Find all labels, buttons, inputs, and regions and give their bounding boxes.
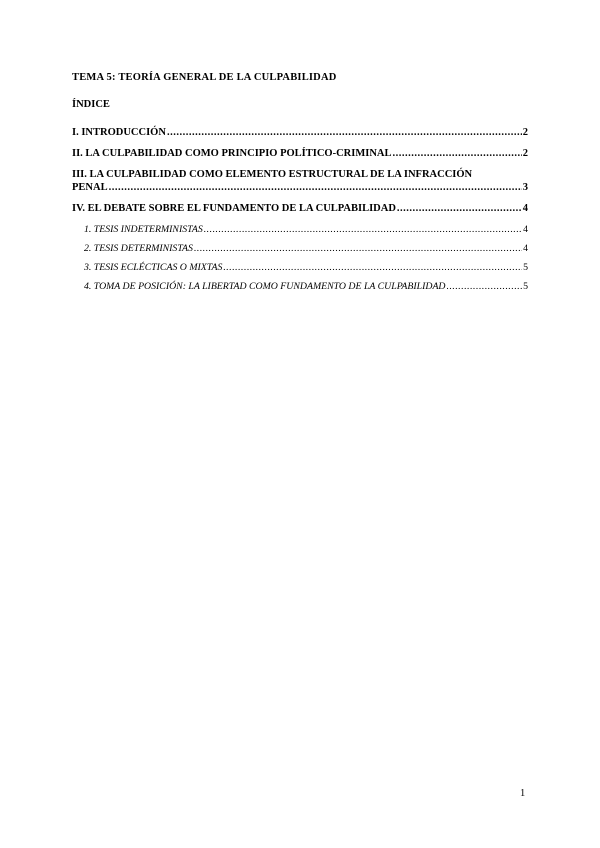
- page-number: 1: [520, 788, 526, 799]
- toc-leader-dots: [447, 280, 523, 293]
- toc-entry-label: III. LA CULPABILIDAD COMO ELEMENTO ESTRUCTURAL DE LA INFRACCIÓN: [72, 169, 473, 180]
- toc-leader-dots: [109, 181, 522, 194]
- toc-subentry-label: 3. TESIS ECLÉCTICAS O MIXTAS: [84, 262, 223, 273]
- toc-entry-debate-fundamento[interactable]: [72, 202, 528, 215]
- toc-page-number: 2: [522, 127, 528, 138]
- toc-subentry-eclecticas[interactable]: [72, 261, 528, 274]
- toc-entry-label-continued: [72, 181, 528, 194]
- toc-subentry-label: 1. TESIS INDETERMINISTAS: [84, 224, 203, 235]
- toc-leader-dots: [167, 126, 522, 139]
- toc-entry-introduccion[interactable]: [72, 126, 528, 139]
- toc-subentry-deterministas[interactable]: [72, 242, 528, 255]
- toc-entry-label: IV. EL DEBATE SOBRE EL FUNDAMENTO DE LA CULPABILIDAD: [72, 203, 396, 214]
- toc-page-number: 4: [522, 203, 528, 214]
- toc-entry-label: I. INTRODUCCIÓN: [72, 127, 166, 138]
- toc-subentry-toma-de-posicion[interactable]: [72, 280, 528, 293]
- toc-subentry-indeterministas[interactable]: [72, 223, 528, 236]
- toc-entry-label: PENAL: [72, 182, 108, 193]
- toc-leader-dots: [204, 223, 522, 236]
- toc-subentry-label: 2. TESIS DETERMINISTAS: [84, 243, 193, 254]
- toc-leader-dots: [397, 202, 522, 215]
- toc-leader-dots: [223, 261, 522, 274]
- toc-entry-elemento-estructural[interactable]: [72, 168, 528, 194]
- toc-page-number: 5: [523, 262, 528, 273]
- table-of-contents: [72, 126, 528, 299]
- toc-entry-label: II. LA CULPABILIDAD COMO PRINCIPIO POLÍTICO-CRIMINAL: [72, 148, 392, 159]
- toc-page-number: 5: [523, 281, 528, 292]
- toc-leader-dots: [393, 147, 522, 160]
- toc-subentry-label: 4. TOMA DE POSICIÓN: LA LIBERTAD COMO FUNDAMENTO DE LA CULPABILIDAD: [84, 281, 446, 292]
- toc-leader-dots: [194, 242, 522, 255]
- toc-page-number: 4: [523, 224, 528, 235]
- toc-page-number: 2: [522, 148, 528, 159]
- index-heading: ÍNDICE: [72, 99, 110, 110]
- toc-entry-principio-politico-criminal[interactable]: [72, 147, 528, 160]
- toc-page-number: 3: [522, 182, 528, 193]
- document-title: TEMA 5: TEORÍA GENERAL DE LA CULPABILIDAD: [72, 72, 337, 83]
- toc-page-number: 4: [523, 243, 528, 254]
